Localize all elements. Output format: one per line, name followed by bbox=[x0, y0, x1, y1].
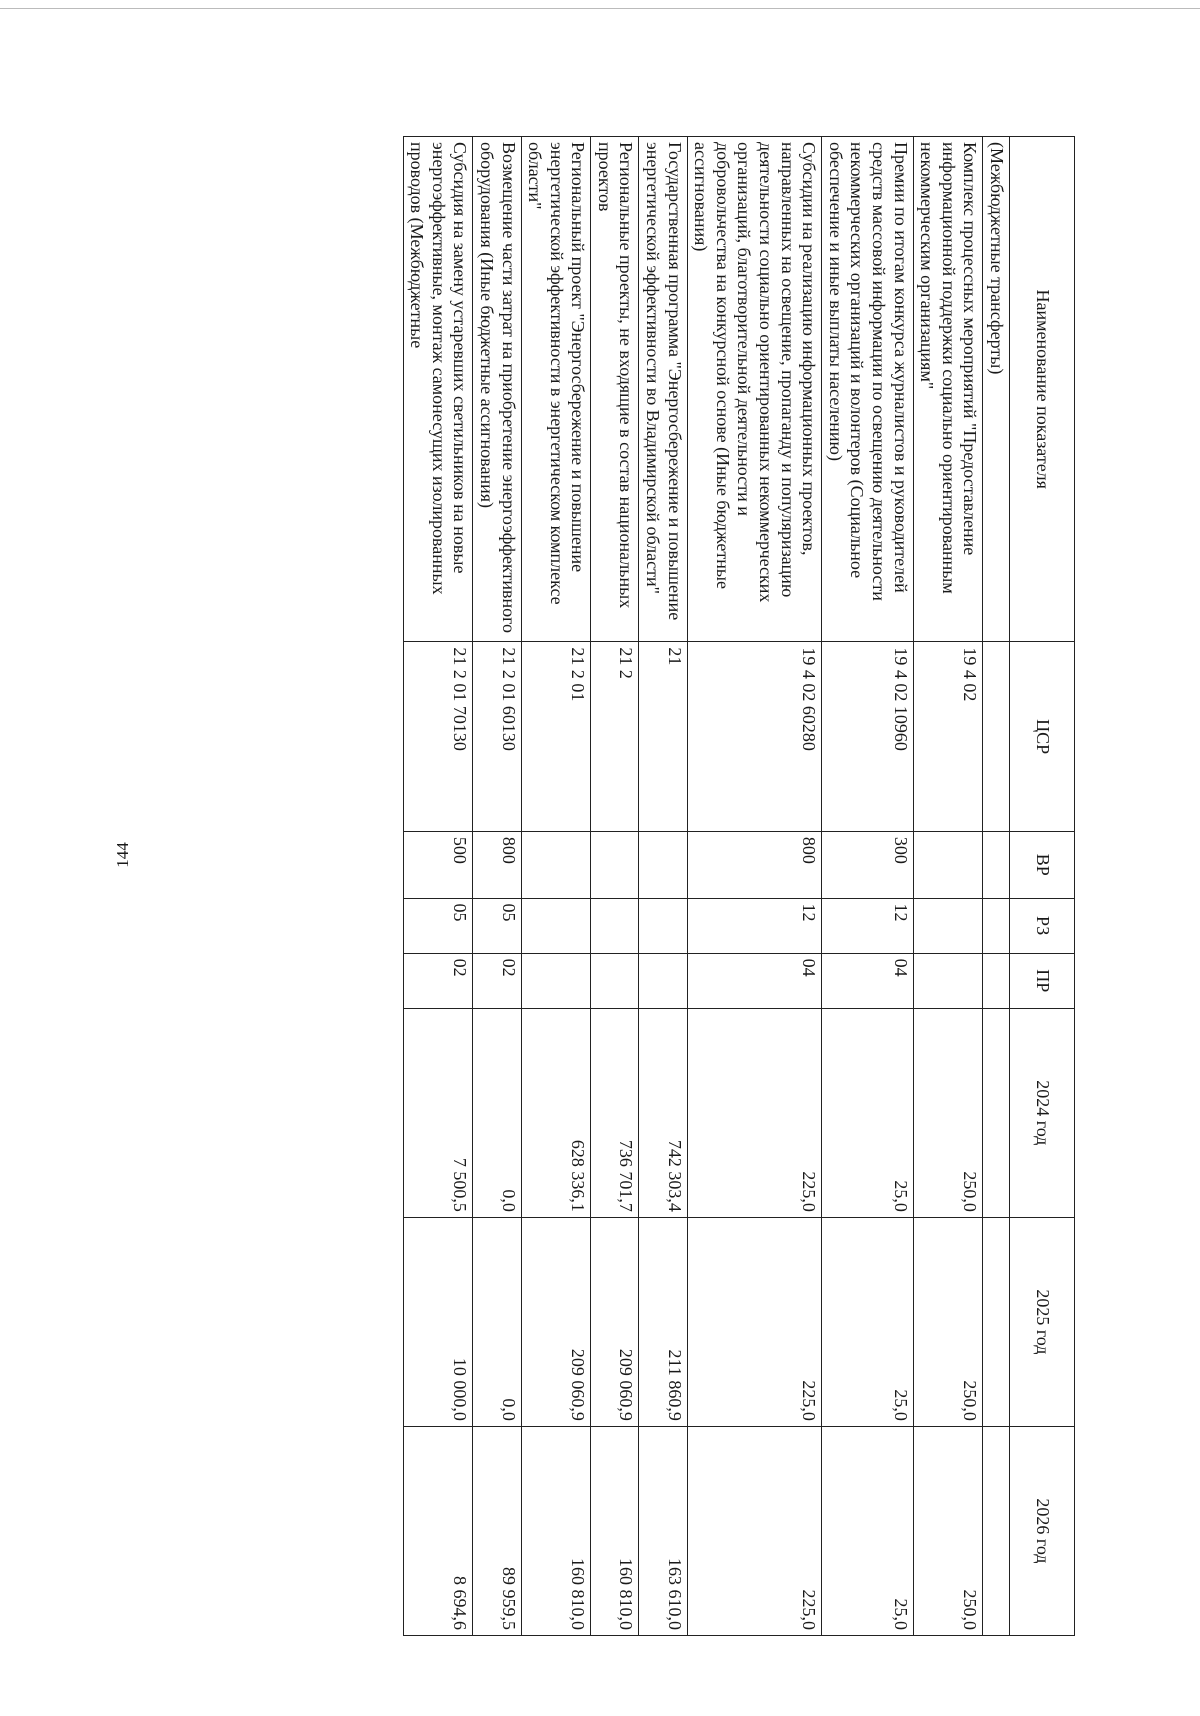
row-name: (Межбюджетные трансферты) bbox=[983, 137, 1010, 642]
table-row bbox=[822, 137, 913, 1636]
table-row bbox=[521, 137, 591, 1636]
row-rz: 12 bbox=[822, 898, 913, 953]
row-csr: 19 4 02 10960 bbox=[822, 642, 913, 832]
row-rz bbox=[521, 898, 591, 953]
budget-table bbox=[403, 136, 1075, 1636]
row-pr bbox=[983, 953, 1010, 1008]
table-row bbox=[591, 137, 639, 1636]
table-header-row bbox=[1010, 137, 1075, 1636]
row-2026: 8 694,6 bbox=[403, 1426, 473, 1635]
row-name: Комплекс процессных мероприятий "Предоставление информационной поддержки социально ориентированным некоммерческим организациям" bbox=[913, 137, 983, 642]
row-name: Субсидия на замену устаревших светильников на новые энергоэффективные, монтаж самонесущих изолированных проводов (Межбюджетные bbox=[403, 137, 473, 642]
page-number: 144 bbox=[112, 842, 132, 868]
row-rz bbox=[983, 898, 1010, 953]
row-2025: 0,0 bbox=[473, 1217, 521, 1426]
row-2026: 160 810,0 bbox=[591, 1426, 639, 1635]
row-csr: 19 4 02 60280 bbox=[687, 642, 822, 832]
row-2024: 225,0 bbox=[687, 1008, 822, 1217]
table-row bbox=[687, 137, 822, 1636]
row-2024 bbox=[983, 1008, 1010, 1217]
scan-edge-line bbox=[0, 8, 1200, 9]
row-vr bbox=[639, 831, 687, 898]
header-2024: 2024 год bbox=[1010, 1008, 1075, 1217]
row-pr bbox=[913, 953, 983, 1008]
row-2026: 250,0 bbox=[913, 1426, 983, 1635]
header-pr: ПР bbox=[1010, 953, 1075, 1008]
header-csr: ЦСР bbox=[1010, 642, 1075, 832]
row-2026: 160 810,0 bbox=[521, 1426, 591, 1635]
table-body bbox=[403, 137, 1009, 1636]
row-rz bbox=[639, 898, 687, 953]
row-vr: 800 bbox=[473, 831, 521, 898]
row-2026: 163 610,0 bbox=[639, 1426, 687, 1635]
row-pr: 04 bbox=[687, 953, 822, 1008]
table-row bbox=[403, 137, 473, 1636]
row-name: Региональный проект "Энергосбережение и повышение энергетической эффективности в энергетическом комплексе области" bbox=[521, 137, 591, 642]
row-pr: 02 bbox=[403, 953, 473, 1008]
row-pr bbox=[521, 953, 591, 1008]
row-2024: 25,0 bbox=[822, 1008, 913, 1217]
row-2024: 736 701,7 bbox=[591, 1008, 639, 1217]
budget-table-container bbox=[403, 136, 1075, 1636]
row-vr bbox=[521, 831, 591, 898]
row-csr: 21 2 01 60130 bbox=[473, 642, 521, 832]
row-2026: 225,0 bbox=[687, 1426, 822, 1635]
row-2025: 225,0 bbox=[687, 1217, 822, 1426]
header-rz: РЗ bbox=[1010, 898, 1075, 953]
row-pr: 02 bbox=[473, 953, 521, 1008]
row-vr bbox=[591, 831, 639, 898]
row-vr: 300 bbox=[822, 831, 913, 898]
row-2026 bbox=[983, 1426, 1010, 1635]
table-row bbox=[473, 137, 521, 1636]
row-vr: 500 bbox=[403, 831, 473, 898]
row-csr: 21 2 01 70130 bbox=[403, 642, 473, 832]
row-rz bbox=[913, 898, 983, 953]
row-2024: 742 303,4 bbox=[639, 1008, 687, 1217]
row-name: Государственная программа "Энергосбережение и повышение энергетической эффективности во Владимирской области" bbox=[639, 137, 687, 642]
row-pr bbox=[639, 953, 687, 1008]
row-2024: 0,0 bbox=[473, 1008, 521, 1217]
header-name: Наименование показателя bbox=[1010, 137, 1075, 642]
header-vr: ВР bbox=[1010, 831, 1075, 898]
row-rz: 05 bbox=[403, 898, 473, 953]
row-2026: 25,0 bbox=[822, 1426, 913, 1635]
row-pr: 04 bbox=[822, 953, 913, 1008]
header-2025: 2025 год bbox=[1010, 1217, 1075, 1426]
row-rz: 12 bbox=[687, 898, 822, 953]
table-row bbox=[913, 137, 983, 1636]
row-2025: 209 060,9 bbox=[521, 1217, 591, 1426]
row-2024: 7 500,5 bbox=[403, 1008, 473, 1217]
row-rz: 05 bbox=[473, 898, 521, 953]
row-name: Региональные проекты, не входящие в состав национальных проектов bbox=[591, 137, 639, 642]
row-csr: 21 2 01 bbox=[521, 642, 591, 832]
row-2024: 250,0 bbox=[913, 1008, 983, 1217]
row-name: Возмещение части затрат на приобретение энергоэффективного оборудования (Иные бюджетные ассигнования) bbox=[473, 137, 521, 642]
row-name: Субсидии на реализацию информационных проектов, направленных на освещение, пропаганду и популяризацию деятельности социально ориентированных некоммерческих организаций, благотворительной деятельности и добровольчества на конкурсной основе (Иные бюджетные ассигнования) bbox=[687, 137, 822, 642]
row-2024: 628 336,1 bbox=[521, 1008, 591, 1217]
row-vr: 800 bbox=[687, 831, 822, 898]
row-vr bbox=[913, 831, 983, 898]
row-2026: 89 959,5 bbox=[473, 1426, 521, 1635]
row-2025: 209 060,9 bbox=[591, 1217, 639, 1426]
row-vr bbox=[983, 831, 1010, 898]
row-2025 bbox=[983, 1217, 1010, 1426]
row-2025: 211 860,9 bbox=[639, 1217, 687, 1426]
row-csr: 19 4 02 bbox=[913, 642, 983, 832]
table-row bbox=[639, 137, 687, 1636]
row-csr: 21 bbox=[639, 642, 687, 832]
row-rz bbox=[591, 898, 639, 953]
row-pr bbox=[591, 953, 639, 1008]
row-2025: 250,0 bbox=[913, 1217, 983, 1426]
table-row bbox=[983, 137, 1010, 1636]
row-name: Премии по итогам конкурса журналистов и руководителей средств массовой информации по освещению деятельности некоммерческих организаций и волонтеров (Социальное обеспечение и иные выплаты населению) bbox=[822, 137, 913, 642]
row-csr: 21 2 bbox=[591, 642, 639, 832]
row-2025: 10 000,0 bbox=[403, 1217, 473, 1426]
row-csr bbox=[983, 642, 1010, 832]
row-2025: 25,0 bbox=[822, 1217, 913, 1426]
header-2026: 2026 год bbox=[1010, 1426, 1075, 1635]
